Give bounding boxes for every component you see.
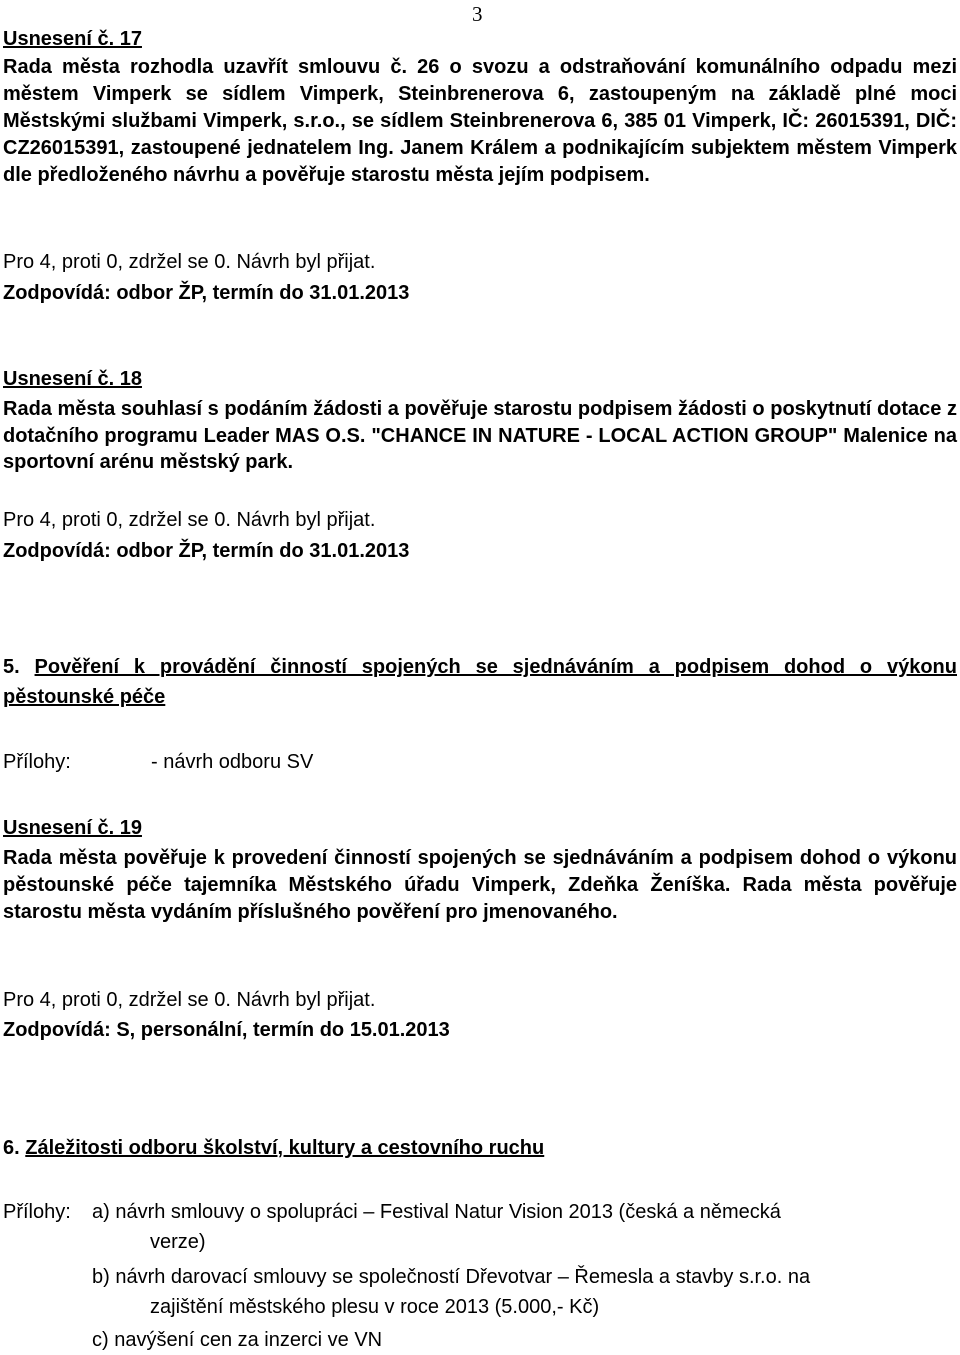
resolution-19-responsible: Zodpovídá: S, personální, termín do 15.01.2013: [3, 1019, 450, 1041]
section-5-title: Pověření k provádění činností spojených se sjednáváním a podpisem dohod o výkonu pěstounské péče: [3, 656, 957, 708]
section-5-attachments-label: Přílohy:: [3, 751, 71, 773]
attachment-item-line1: a) návrh smlouvy o spolupráci – Festival Natur Vision 2013 (česká a německá: [92, 1201, 781, 1223]
resolution-18-vote: Pro 4, proti 0, zdržel se 0. Návrh byl přijat.: [3, 509, 376, 531]
attachment-item-line2: verze): [150, 1231, 206, 1253]
section-5-number: 5.: [3, 656, 20, 678]
resolution-17-responsible: Zodpovídá: odbor ŽP, termín do 31.01.2013: [3, 282, 410, 304]
section-6-title: Záležitosti odboru školství, kultury a cestovního ruchu: [25, 1137, 545, 1159]
resolution-18-title: Usnesení č. 18: [3, 368, 142, 390]
section-6-heading: [3, 1133, 957, 1163]
resolution-18-responsible: Zodpovídá: odbor ŽP, termín do 31.01.2013: [3, 540, 410, 562]
attachment-item-line1: c) navýšení cen za inzerci ve VN: [92, 1329, 383, 1351]
resolution-17-text: Rada města rozhodla uzavřít smlouvu č. 26 o svozu a odstraňování komunálního odpadu mezi městem Vimperk se sídlem Vimperk, Steinbrenerova 6, zastoupeným na základě plné moci Městskými službami Vimperk, s.r.o., se sídlem Steinbrenerova 6, 385 01 Vimperk, IČ: 26015391, DIČ: CZ26015391, zastoupené jednatelem Ing. Janem Králem a podnikajícím subjektem městem Vimperk dle předloženého návrhu a pověřuje starostu města jejím podpisem.: [3, 56, 957, 186]
attachment-item-line2: zajištění městského plesu v roce 2013 (5.000,- Kč): [150, 1296, 600, 1318]
section-5-attachments: [3, 747, 957, 777]
attachment-item: [92, 1325, 957, 1355]
section-6-number: 6.: [3, 1137, 20, 1159]
section-5-attachment: - návrh odboru SV: [151, 751, 314, 773]
resolution-19-text: Rada města pověřuje k provedení činností spojených se sjednáváním a podpisem dohod o výkonu pěstounské péče tajemníka Městského úřadu Vimperk, Zdeňka Ženíška. Rada města pověřuje starostu města vydáním příslušného pověření pro jmenovaného.: [3, 847, 957, 923]
attachment-item-line1: b) návrh darovací smlouvy se společností Dřevotvar – Řemesla a stavby s.r.o. na: [92, 1266, 811, 1288]
resolution-19-title: Usnesení č. 19: [3, 817, 142, 839]
resolution-17-vote: Pro 4, proti 0, zdržel se 0. Návrh byl přijat.: [3, 251, 376, 273]
section-5-heading: [3, 652, 957, 712]
attachment-item: [92, 1262, 957, 1322]
resolution-18-text: Rada města souhlasí s podáním žádosti a pověřuje starostu podpisem žádosti o poskytnutí dotace z dotačního programu Leader MAS O.S. "CHANCE IN NATURE - LOCAL ACTION GROUP" Malenice na sportovní arénu městský park.: [3, 398, 957, 473]
page-number: 3: [472, 2, 483, 26]
resolution-19-vote: Pro 4, proti 0, zdržel se 0. Návrh byl přijat.: [3, 989, 376, 1011]
resolution-17-title: Usnesení č. 17: [3, 28, 142, 50]
attachment-item: [92, 1197, 957, 1257]
section-6-attachments-label: Přílohy:: [3, 1201, 71, 1223]
